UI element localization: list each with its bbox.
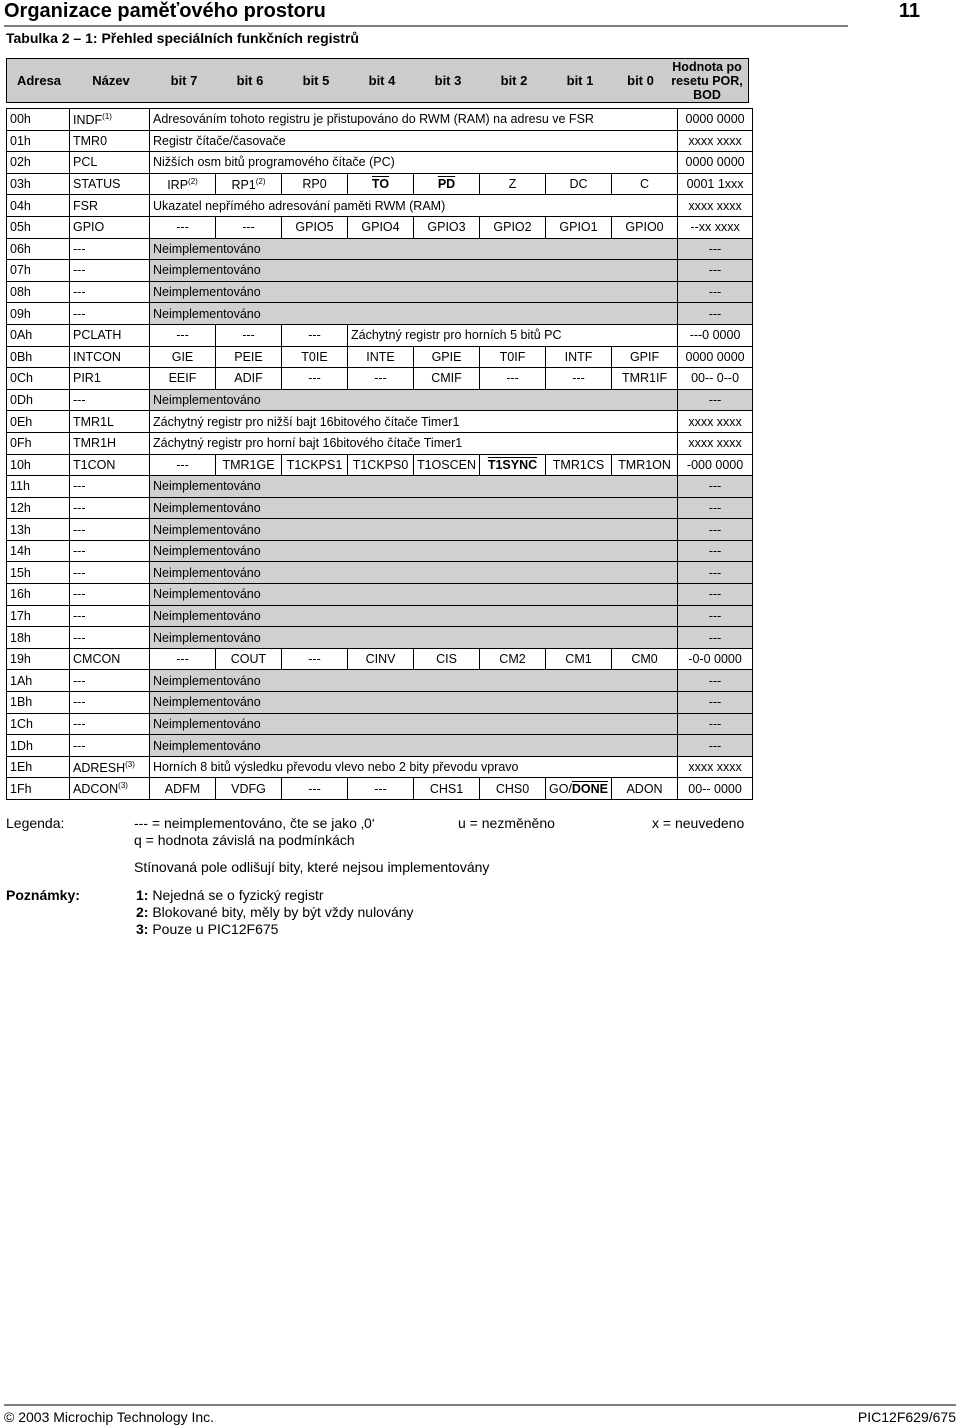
bit-cell: RP0 — [282, 173, 348, 195]
bit-cell: RP1$^{(2)}$ — [216, 173, 282, 195]
reset-value: 0000 0000 — [678, 152, 753, 174]
register-description: Neimplementováno — [150, 238, 678, 260]
superscript-note: (2) — [255, 176, 266, 186]
register-name-text: T1CON — [73, 457, 116, 472]
bit-cell: CM1 — [546, 648, 612, 670]
register-address: 1Dh — [7, 735, 70, 757]
register-name — [70, 584, 150, 606]
bit-cell: ADON — [612, 778, 678, 800]
bit-cell: TMR1ON — [612, 454, 678, 476]
register-address: 00h — [7, 109, 70, 131]
bit-cell: GPIO0 — [612, 216, 678, 238]
header-bit4: bit 4 — [368, 73, 396, 88]
table-row — [7, 454, 753, 476]
register-address: 0Ch — [7, 368, 70, 390]
register-address: 15h — [7, 562, 70, 584]
overline-text: DONE — [571, 781, 609, 796]
bit-cell: --- — [282, 778, 348, 800]
register-name — [70, 303, 150, 325]
register-name — [70, 670, 150, 692]
register-description: Neimplementováno — [150, 303, 678, 325]
legend-shaded: Stínovaná pole odlišují bity, které nejsou implementovány — [134, 859, 490, 875]
note-1-num: 1: — [136, 887, 149, 903]
header-bit0: bit 0 — [627, 73, 654, 88]
register-name-text: --- — [73, 608, 86, 623]
register-address: 0Dh — [7, 389, 70, 411]
register-name — [70, 454, 150, 476]
register-name — [70, 778, 150, 800]
table-row — [7, 713, 753, 735]
reset-value: --- — [678, 605, 753, 627]
reset-value: -000 0000 — [678, 454, 753, 476]
register-name-text: GPIO — [73, 220, 105, 235]
bit-cell: GPIO4 — [348, 216, 414, 238]
register-name-text: --- — [73, 500, 86, 515]
note-3-text: Pouze u PIC12F675 — [148, 921, 279, 937]
page-number: 11 — [898, 0, 920, 22]
register-name-text: --- — [73, 479, 86, 494]
bit-cell: GPIF — [612, 346, 678, 368]
table-row — [7, 152, 753, 174]
register-address: 1Bh — [7, 692, 70, 714]
bit-cell: DC — [546, 173, 612, 195]
register-name — [70, 605, 150, 627]
register-name — [70, 152, 150, 174]
reset-value: --- — [678, 692, 753, 714]
register-name — [70, 627, 150, 649]
register-name — [70, 195, 150, 217]
bit-cell: GPIO2 — [480, 216, 546, 238]
register-name-text: --- — [73, 522, 86, 537]
bit-cell: TMR1GE — [216, 454, 282, 476]
note-2 — [136, 904, 414, 920]
register-name — [70, 281, 150, 303]
register-address: 19h — [7, 648, 70, 670]
table-row — [7, 130, 753, 152]
register-name — [70, 519, 150, 541]
register-name-text: --- — [73, 673, 86, 688]
bit-cell: GPIE — [414, 346, 480, 368]
reset-value: --- — [678, 713, 753, 735]
register-name-text: --- — [73, 544, 86, 559]
header-bit1: bit 1 — [566, 73, 594, 88]
superscript-note: (2) — [188, 176, 198, 186]
register-name-text: TMR1L — [73, 414, 114, 429]
reset-value: -0-0 0000 — [678, 648, 753, 670]
register-address: 17h — [7, 605, 70, 627]
register-name-note: (3) — [125, 759, 135, 769]
register-address: 10h — [7, 454, 70, 476]
register-name — [70, 562, 150, 584]
register-address: 11h — [7, 476, 70, 498]
register-name-text: FSR — [73, 198, 98, 213]
reset-value: xxxx xxxx — [678, 756, 753, 778]
register-address: 01h — [7, 130, 70, 152]
header-reset: Hodnota po resetu POR, BOD — [671, 60, 743, 102]
register-address: 18h — [7, 627, 70, 649]
table-row — [7, 627, 753, 649]
register-name — [70, 130, 150, 152]
register-description: Neimplementováno — [150, 476, 678, 498]
header-adresa: Adresa — [16, 73, 62, 88]
bit-cell: --- — [546, 368, 612, 390]
bit-cell: INTF — [546, 346, 612, 368]
reset-value: --- — [678, 281, 753, 303]
table-row — [7, 670, 753, 692]
register-description: Registr čítače/časovače — [150, 130, 678, 152]
register-address: 07h — [7, 260, 70, 282]
register-address: 1Ch — [7, 713, 70, 735]
bit-cell — [480, 454, 546, 476]
register-name-text: INDF — [73, 112, 103, 127]
register-name-text: STATUS — [73, 177, 121, 192]
bit-cell: CINV — [348, 648, 414, 670]
register-description: Záchytný registr pro horní bajt 16bitového čítače Timer1 — [150, 432, 678, 454]
legend-q: q = hodnota závislá na podmínkách — [134, 832, 355, 848]
register-table — [6, 108, 753, 800]
note-3-num: 3: — [136, 921, 149, 937]
table-row — [7, 648, 753, 670]
register-description: Neimplementováno — [150, 260, 678, 282]
table-row — [7, 346, 753, 368]
reset-value: --- — [678, 260, 753, 282]
bit-cell: TMR1IF — [612, 368, 678, 390]
register-name-text: --- — [73, 263, 86, 278]
table-row — [7, 195, 753, 217]
register-address: 08h — [7, 281, 70, 303]
register-name — [70, 432, 150, 454]
register-name-note: (3) — [118, 781, 128, 791]
reset-value: --- — [678, 519, 753, 541]
bit-cell: T1CKPS0 — [348, 454, 414, 476]
table-row — [7, 476, 753, 498]
register-name — [70, 260, 150, 282]
note-1 — [136, 887, 324, 903]
reset-value: xxxx xxxx — [678, 130, 753, 152]
header-bit5: bit 5 — [302, 73, 330, 88]
register-name-text: --- — [73, 716, 86, 731]
register-name-text: PCLATH — [73, 328, 122, 343]
register-description: Neimplementováno — [150, 670, 678, 692]
register-name-text: ADCON — [73, 782, 119, 797]
bit-cell: VDFG — [216, 778, 282, 800]
table-row — [7, 756, 753, 778]
register-name — [70, 497, 150, 519]
table-row — [7, 411, 753, 433]
register-name-note: (1) — [102, 111, 112, 121]
bit-cell: C — [612, 173, 678, 195]
table-caption: Tabulka 2 – 1: Přehled speciálních funkčních registrů — [6, 30, 359, 46]
register-description: Neimplementováno — [150, 562, 678, 584]
bit-cell: COUT — [216, 648, 282, 670]
reset-value: --- — [678, 303, 753, 325]
register-address: 1Fh — [7, 778, 70, 800]
legend-unimplemented: --- = neimplementováno, čte se jako ‚0‘ — [134, 815, 375, 831]
register-address: 1Ah — [7, 670, 70, 692]
register-name — [70, 238, 150, 260]
table-row — [7, 519, 753, 541]
reset-value: xxxx xxxx — [678, 432, 753, 454]
register-table-body — [7, 109, 753, 800]
bit-cell: T0IF — [480, 346, 546, 368]
bit-cell: CM2 — [480, 648, 546, 670]
footer-copyright: © 2003 Microchip Technology Inc. — [4, 1409, 215, 1425]
register-name-text: --- — [73, 241, 86, 256]
table-row — [7, 238, 753, 260]
register-address: 0Bh — [7, 346, 70, 368]
reset-value: --- — [678, 584, 753, 606]
register-description: Neimplementováno — [150, 519, 678, 541]
register-description: Ukazatel nepřímého adresování paměti RWM (RAM) — [150, 195, 678, 217]
register-name-text: --- — [73, 738, 86, 753]
reset-value: --- — [678, 627, 753, 649]
register-description: Neimplementováno — [150, 713, 678, 735]
bit-cell: T0IE — [282, 346, 348, 368]
bit-cell: ADFM — [150, 778, 216, 800]
page-title-text: Organizace paměťového prostoru — [4, 0, 326, 22]
overline-text: $\overline{PD}$ — [437, 177, 456, 192]
register-address: 09h — [7, 303, 70, 325]
header-nazev: Název — [92, 73, 130, 88]
reset-value: --- — [678, 540, 753, 562]
reset-value: xxxx xxxx — [678, 195, 753, 217]
register-address: 06h — [7, 238, 70, 260]
reset-value: --- — [678, 497, 753, 519]
table-row — [7, 173, 753, 195]
table-row — [7, 324, 753, 346]
register-name — [70, 692, 150, 714]
bit-cell: T1OSCEN — [414, 454, 480, 476]
register-name — [70, 324, 150, 346]
register-name-text: PIR1 — [73, 371, 101, 386]
bit-cell — [414, 173, 480, 195]
table-row — [7, 497, 753, 519]
register-name — [70, 346, 150, 368]
register-description: Neimplementováno — [150, 497, 678, 519]
register-name-text: CMCON — [73, 652, 121, 667]
reset-value: ---0 0000 — [678, 324, 753, 346]
register-name — [70, 216, 150, 238]
register-name-text: INTCON — [73, 349, 121, 364]
register-description: Neimplementováno — [150, 281, 678, 303]
register-name — [70, 411, 150, 433]
reset-value: --- — [678, 562, 753, 584]
bit-cell: CMIF — [414, 368, 480, 390]
register-description: Neimplementováno — [150, 692, 678, 714]
bit-cell: --- — [150, 454, 216, 476]
bit-cell: GO/DONE — [546, 778, 612, 800]
footer-device: PIC12F629/675 — [857, 1409, 956, 1425]
bit-cell: PEIE — [216, 346, 282, 368]
table-row — [7, 260, 753, 282]
reset-value: 0001 1xxx — [678, 173, 753, 195]
register-description: Nižších osm bitů programového čítače (PC) — [150, 152, 678, 174]
reset-value: --- — [678, 476, 753, 498]
bit-cell: --- — [348, 368, 414, 390]
legend-label: Legenda: — [6, 815, 65, 831]
register-address: 14h — [7, 540, 70, 562]
bit-cell: GPIO5 — [282, 216, 348, 238]
header-bit3: bit 3 — [434, 73, 462, 88]
note-1-text: Nejedná se o fyzický registr — [148, 887, 324, 903]
bit-cell: GIE — [150, 346, 216, 368]
table-row — [7, 778, 753, 800]
register-name — [70, 389, 150, 411]
register-name — [70, 109, 150, 131]
bit-cell: GPIO3 — [414, 216, 480, 238]
register-name-text: PCL — [73, 155, 98, 170]
register-name — [70, 476, 150, 498]
bit-cell: --- — [216, 216, 282, 238]
bit-cell: --- — [282, 648, 348, 670]
register-description: Neimplementováno — [150, 584, 678, 606]
bit-cell — [348, 173, 414, 195]
table-row — [7, 605, 753, 627]
register-address: 05h — [7, 216, 70, 238]
table-row — [7, 562, 753, 584]
table-header — [6, 58, 749, 103]
reset-value: 0000 0000 — [678, 109, 753, 131]
register-address: 04h — [7, 195, 70, 217]
register-address: 03h — [7, 173, 70, 195]
bit-cell: TMR1CS — [546, 454, 612, 476]
bit-cell: T1CKPS1 — [282, 454, 348, 476]
register-name-text: --- — [73, 565, 86, 580]
register-description: Neimplementováno — [150, 735, 678, 757]
title-rule — [4, 25, 848, 27]
register-address: 12h — [7, 497, 70, 519]
reset-value: xxxx xxxx — [678, 411, 753, 433]
register-name — [70, 368, 150, 390]
register-name — [70, 713, 150, 735]
bit-cell: CM0 — [612, 648, 678, 670]
bit-cell: --- — [150, 216, 216, 238]
bit-cell: --- — [282, 368, 348, 390]
register-name-text: --- — [73, 393, 86, 408]
reset-value: --- — [678, 670, 753, 692]
register-name-text: ADRESH — [73, 760, 126, 775]
register-name-text: TMR0 — [73, 133, 108, 148]
register-address: 0Ah — [7, 324, 70, 346]
register-address: 0Eh — [7, 411, 70, 433]
table-row — [7, 692, 753, 714]
reset-value: 00-- 0000 — [678, 778, 753, 800]
reset-value: --- — [678, 735, 753, 757]
reset-value: 00-- 0--0 — [678, 368, 753, 390]
bit-cell: --- — [480, 368, 546, 390]
bit-cell: GPIO1 — [546, 216, 612, 238]
register-name-text: TMR1H — [73, 436, 117, 451]
table-row — [7, 303, 753, 325]
overline-text: T1SYNC — [487, 457, 538, 472]
legend-x: x = neuvedeno — [652, 815, 745, 831]
table-row — [7, 368, 753, 390]
register-name-text: --- — [73, 630, 86, 645]
table-row — [7, 389, 753, 411]
register-name — [70, 540, 150, 562]
note-3 — [136, 921, 278, 937]
table-row — [7, 216, 753, 238]
register-description: Horních 8 bitů výsledku převodu vlevo nebo 2 bity převodu vpravo — [150, 756, 678, 778]
reset-value: --- — [678, 238, 753, 260]
table-row — [7, 735, 753, 757]
table-row — [7, 540, 753, 562]
register-name — [70, 173, 150, 195]
bit-cell: CHS1 — [414, 778, 480, 800]
register-name — [70, 735, 150, 757]
register-name — [70, 756, 150, 778]
register-description: Neimplementováno — [150, 389, 678, 411]
bit-cell: --- — [348, 778, 414, 800]
bit-cell: IRP$^{(2)}$ — [150, 173, 216, 195]
header-bit7: bit 7 — [170, 73, 198, 88]
register-name — [70, 648, 150, 670]
header-bit2: bit 2 — [500, 73, 528, 88]
bit-cell: Z — [480, 173, 546, 195]
bit-cell: --- — [150, 648, 216, 670]
register-description: Neimplementováno — [150, 627, 678, 649]
register-address: 16h — [7, 584, 70, 606]
table-row — [7, 109, 753, 131]
footer-rule — [4, 1404, 956, 1406]
register-address: 1Eh — [7, 756, 70, 778]
register-address: 0Fh — [7, 432, 70, 454]
register-address: 13h — [7, 519, 70, 541]
notes-label: Poznámky: — [6, 887, 80, 903]
register-address: 02h — [7, 152, 70, 174]
reset-value: --- — [678, 389, 753, 411]
register-name-text: --- — [73, 695, 86, 710]
header-bit6: bit 6 — [236, 73, 264, 88]
bit-cell: EEIF — [150, 368, 216, 390]
register-description: Neimplementováno — [150, 605, 678, 627]
table-row — [7, 584, 753, 606]
bit-cell: INTE — [348, 346, 414, 368]
bit-cell: --- — [282, 324, 348, 346]
register-name-text: --- — [73, 587, 86, 602]
bit-cell: CHS0 — [480, 778, 546, 800]
register-description: Záchytný registr pro horních 5 bitů PC — [348, 324, 678, 346]
register-description: Neimplementováno — [150, 540, 678, 562]
register-description: Adresováním tohoto registru je přistupováno do RWM (RAM) na adresu ve FSR — [150, 109, 678, 131]
register-name-text: --- — [73, 285, 86, 300]
overline-text: $\overline{TO}$ — [371, 177, 390, 192]
bit-cell: CIS — [414, 648, 480, 670]
reset-value: --xx xxxx — [678, 216, 753, 238]
table-row — [7, 281, 753, 303]
reset-value: 0000 0000 — [678, 346, 753, 368]
page-title — [4, 0, 956, 26]
register-description: Záchytný registr pro nižší bajt 16bitového čítače Timer1 — [150, 411, 678, 433]
legend-u: u = nezměněno — [458, 815, 555, 831]
register-name-text: --- — [73, 306, 86, 321]
note-2-text: Blokované bity, měly by být vždy nulovány — [148, 904, 414, 920]
note-2-num: 2: — [136, 904, 149, 920]
table-row — [7, 432, 753, 454]
bit-cell: ADIF — [216, 368, 282, 390]
bit-cell: --- — [150, 324, 216, 346]
bit-cell: --- — [216, 324, 282, 346]
